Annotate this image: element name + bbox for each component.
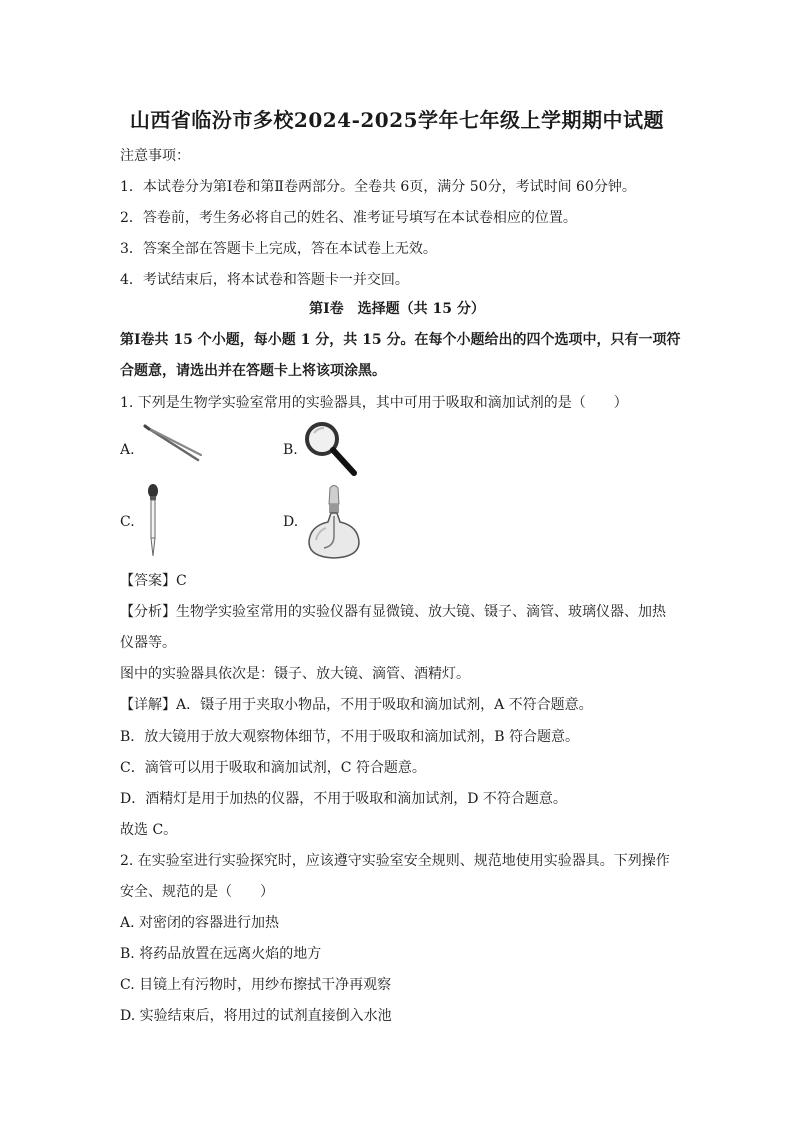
section-heading: 第Ⅰ卷 选择题（共 15 分）	[309, 301, 485, 317]
q1-answer: 【答案】C	[120, 573, 187, 589]
q1-option-b-label: B.	[283, 442, 298, 458]
q1-option-c-label: C.	[120, 514, 135, 530]
magnifying-glass-icon	[302, 419, 358, 477]
q1-option-a-label: A.	[120, 442, 135, 458]
tweezers-icon	[143, 424, 203, 464]
notice-item-3: 3．答案全部在答题卡上完成，答在本试卷上无效。	[120, 241, 437, 257]
q1-detail-line-2: B．放大镜用于放大观察物体细节，不用于吸取和滴加试剂，B 符合题意。	[120, 729, 580, 745]
q1-stem: 1. 下列是生物学实验室常用的实验器具，其中可用于吸取和滴加试剂的是（ ）	[120, 395, 628, 411]
section-intro-line-1: 第Ⅰ卷共 15 个小题，每小题 1 分，共 15 分。在每个小题给出的四个选项中，只有一项符	[120, 332, 681, 348]
q1-analysis-line-2: 仪器等。	[120, 635, 176, 651]
q2-option-b: B. 将药品放置在远离火焰的地方	[120, 946, 322, 962]
q2-option-a: A. 对密闭的容器进行加热	[120, 915, 280, 931]
q1-detail-line-4: D．酒精灯是用于加热的仪器，不用于吸取和滴加试剂，D 不符合题意。	[120, 791, 567, 807]
q2-stem-line-1: 2. 在实验室进行实验探究时，应该遵守实验室安全规则、规范地使用实验器具。下列操作	[120, 853, 670, 869]
alcohol-lamp-icon	[304, 484, 364, 562]
q2-stem-line-2: 安全、规范的是（ ）	[120, 884, 274, 900]
q1-analysis-line-1: 【分析】生物学实验室常用的实验仪器有显微镜、放大镜、镊子、滴管、玻璃仪器、加热	[120, 604, 666, 620]
notice-heading: 注意事项：	[120, 148, 190, 164]
q2-option-c: C. 目镜上有污物时，用纱布擦拭干净再观察	[120, 977, 392, 993]
q1-option-d-label: D.	[283, 514, 299, 530]
notice-item-2: 2．答卷前，考生务必将自己的姓名、准考证号填写在本试卷相应的位置。	[120, 210, 577, 226]
q1-detail-line-1: 【详解】A．镊子用于夹取小物品，不用于吸取和滴加试剂，A 不符合题意。	[120, 697, 593, 713]
dropper-icon	[144, 482, 162, 558]
q2-option-d: D. 实验结束后，将用过的试剂直接倒入水池	[120, 1008, 392, 1024]
notice-item-4: 4．考试结束后，将本试卷和答题卡一并交回。	[120, 272, 409, 288]
q1-detail-line-3: C．滴管可以用于吸取和滴加试剂，C 符合题意。	[120, 760, 426, 776]
page-title: 山西省临汾市多校2024-2025学年七年级上学期期中试题	[129, 108, 665, 132]
q1-analysis-line-3: 图中的实验器具依次是：镊子、放大镜、滴管、酒精灯。	[120, 666, 470, 682]
section-intro-line-2: 合题意，请选出并在答题卡上将该项涂黑。	[120, 363, 386, 379]
notice-item-1: 1．本试卷分为第Ⅰ卷和第Ⅱ卷两部分。全卷共 6页，满分 50分，考试时间 60分钟。	[120, 179, 636, 195]
q1-detail-line-5: 故选 C。	[120, 822, 178, 838]
